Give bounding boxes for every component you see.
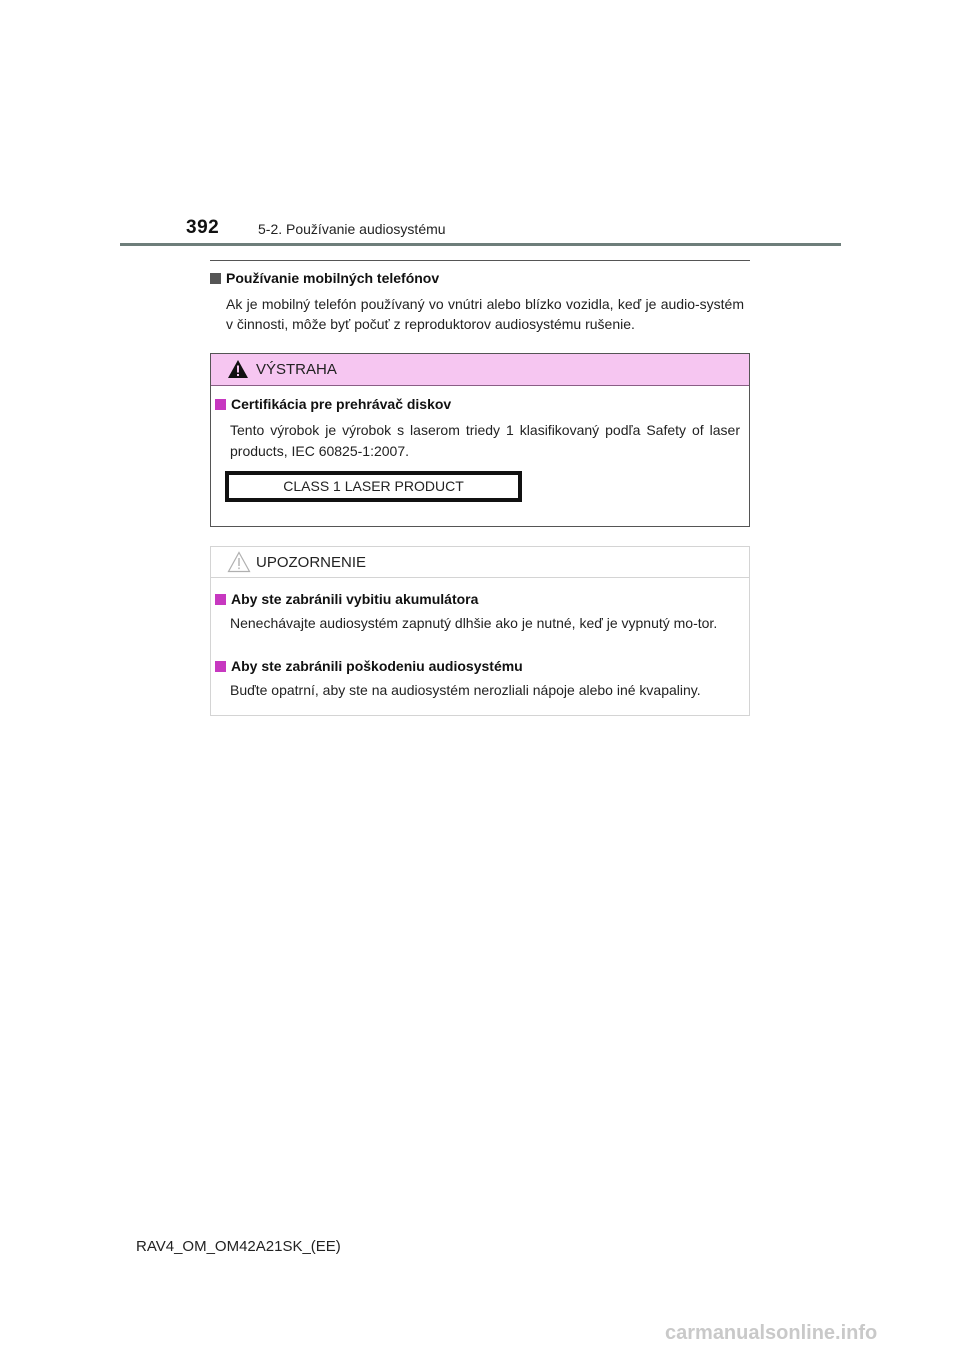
caution-item-heading xyxy=(215,658,523,674)
page-number: 392 xyxy=(186,217,220,238)
caution-header xyxy=(211,547,749,578)
section-heading xyxy=(210,270,439,286)
caution-label: UPOZORNENIE xyxy=(256,554,367,571)
laser-product-label: CLASS 1 LASER PRODUCT xyxy=(225,471,522,502)
bullet-square-icon xyxy=(215,661,226,672)
warning-item-body: Tento výrobok je výrobok s laserom triedy 1 klasifikovaný podľa Safety of laser products, IEC 60825-1:2007. xyxy=(230,422,740,459)
section-body: Ak je mobilný telefón používaný vo vnútri alebo blízko vozidla, keď je audio-systém v činnosti, môže byť počuť z reproduktorov audiosystému rušenie. xyxy=(226,296,744,332)
warning-item-heading xyxy=(215,396,451,412)
warning-label: VÝSTRAHA xyxy=(256,361,337,378)
caution-box xyxy=(210,546,750,716)
caution-item-heading-text: Aby ste zabránili poškodeniu audiosystému xyxy=(231,658,523,674)
bullet-square-icon xyxy=(215,594,226,605)
warning-header xyxy=(211,354,749,386)
section-heading-text: Používanie mobilných telefónov xyxy=(226,270,440,286)
chapter-title: 5-2. Používanie audiosystému xyxy=(258,221,446,237)
warning-item-heading-text: Certifikácia pre prehrávač diskov xyxy=(231,396,452,412)
bullet-square-icon xyxy=(210,273,221,284)
bullet-square-icon xyxy=(215,399,226,410)
header-rule xyxy=(120,243,841,246)
watermark: carmanualsonline.info xyxy=(665,1322,878,1344)
document-code: RAV4_OM_OM42A21SK_(EE) xyxy=(136,1238,341,1255)
warning-box xyxy=(210,353,750,527)
section-divider xyxy=(210,260,750,261)
caution-item-heading-text: Aby ste zabránili vybitiu akumulátora xyxy=(231,591,479,607)
warning-triangle-icon xyxy=(227,359,249,379)
caution-item-heading xyxy=(215,591,478,607)
caution-item-body: Buďte opatrní, aby ste na audiosystém nerozliali nápoje alebo iné kvapaliny. xyxy=(230,682,701,698)
caution-item-body: Nenechávajte audiosystém zapnutý dlhšie ako je nutné, keď je vypnutý mo-tor. xyxy=(230,615,718,631)
caution-triangle-icon xyxy=(227,551,251,573)
